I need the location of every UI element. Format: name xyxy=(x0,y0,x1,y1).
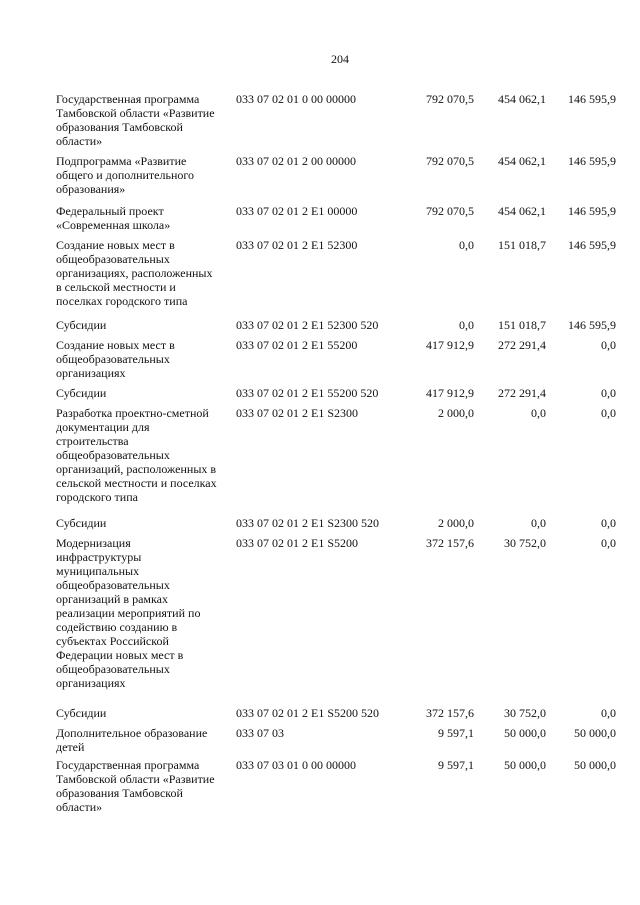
row-value-2: 272 291,4 xyxy=(498,386,546,400)
row-value-3: 50 000,0 xyxy=(574,758,616,772)
row-codes: 033 07 02 01 2 E1 S5200 520 xyxy=(236,706,380,720)
row-codes: 033 07 03 xyxy=(236,726,284,740)
row-codes: 033 07 02 01 2 E1 00000 xyxy=(236,204,358,218)
row-value-1: 9 597,1 xyxy=(438,758,474,772)
row-value-2: 151 018,7 xyxy=(498,318,546,332)
row-codes: 033 07 02 01 2 E1 52300 520 xyxy=(236,318,379,332)
row-value-1: 0,0 xyxy=(459,318,474,332)
row-name: Федеральный проект «Современная школа» xyxy=(56,204,171,232)
row-name: Субсидии xyxy=(56,706,107,720)
row-name: Подпрограмма «Развитие общего и дополнительного образования» xyxy=(56,154,194,196)
row-value-3: 0,0 xyxy=(601,516,616,530)
row-name: Разработка проектно-сметной документации для строительства общеобразовательных организаций, расположенных в сельской местности и поселках городского типа xyxy=(56,406,217,504)
row-codes: 033 07 02 01 2 E1 52300 xyxy=(236,238,358,252)
row-value-3: 146 595,9 xyxy=(568,154,616,168)
row-codes: 033 07 02 01 2 00 00000 xyxy=(236,154,356,168)
row-name: Государственная программа Тамбовской области «Развитие образования Тамбовской области» xyxy=(56,92,215,148)
row-value-1: 792 070,5 xyxy=(426,204,474,218)
row-value-1: 417 912,9 xyxy=(426,338,474,352)
row-value-3: 146 595,9 xyxy=(568,238,616,252)
row-value-3: 0,0 xyxy=(601,536,616,550)
row-value-2: 454 062,1 xyxy=(498,154,546,168)
row-value-1: 9 597,1 xyxy=(438,726,474,740)
row-value-1: 372 157,6 xyxy=(426,706,474,720)
row-value-2: 50 000,0 xyxy=(504,726,546,740)
row-value-1: 792 070,5 xyxy=(426,92,474,106)
row-value-3: 50 000,0 xyxy=(574,726,616,740)
row-value-1: 372 157,6 xyxy=(426,536,474,550)
row-value-1: 417 912,9 xyxy=(426,386,474,400)
row-name: Субсидии xyxy=(56,386,107,400)
row-value-1: 2 000,0 xyxy=(438,516,474,530)
row-name: Субсидии xyxy=(56,318,107,332)
row-codes: 033 07 02 01 2 E1 S2300 xyxy=(236,406,359,420)
page-number: 204 xyxy=(331,52,349,66)
row-name: Государственная программа Тамбовской области «Развитие образования Тамбовской области» xyxy=(56,758,215,814)
row-value-2: 454 062,1 xyxy=(498,204,546,218)
row-value-2: 30 752,0 xyxy=(504,706,546,720)
row-value-2: 0,0 xyxy=(531,516,546,530)
row-value-1: 792 070,5 xyxy=(426,154,474,168)
row-value-1: 2 000,0 xyxy=(438,406,474,420)
row-value-2: 30 752,0 xyxy=(504,536,546,550)
row-name: Дополнительное образование детей xyxy=(56,726,208,754)
row-value-2: 151 018,7 xyxy=(498,238,546,252)
row-value-2: 272 291,4 xyxy=(498,338,546,352)
row-name: Субсидии xyxy=(56,516,107,530)
row-name: Создание новых мест в общеобразовательных организациях, расположенных в сельской местности и поселках городского типа xyxy=(56,238,213,308)
row-value-3: 0,0 xyxy=(601,706,616,720)
row-value-2: 0,0 xyxy=(531,406,546,420)
row-value-3: 146 595,9 xyxy=(568,318,616,332)
row-value-3: 0,0 xyxy=(601,338,616,352)
row-value-3: 146 595,9 xyxy=(568,92,616,106)
row-codes: 033 07 02 01 2 E1 55200 520 xyxy=(236,386,379,400)
row-value-2: 454 062,1 xyxy=(498,92,546,106)
row-value-3: 146 595,9 xyxy=(568,204,616,218)
row-name: Создание новых мест в общеобразовательных организациях xyxy=(56,338,175,380)
row-name: Модернизация инфраструктуры муниципальных общеобразовательных организаций в рамках реализации мероприятий по содействию созданию в субъектах Российской Федерации новых мест в общеобразовательных организациях xyxy=(56,536,201,690)
row-codes: 033 07 02 01 2 E1 55200 xyxy=(236,338,358,352)
row-codes: 033 07 03 01 0 00 00000 xyxy=(236,758,356,772)
row-value-3: 0,0 xyxy=(601,386,616,400)
row-codes: 033 07 02 01 2 E1 S2300 520 xyxy=(236,516,380,530)
row-codes: 033 07 02 01 0 00 00000 xyxy=(236,92,356,106)
row-value-1: 0,0 xyxy=(459,238,474,252)
row-value-2: 50 000,0 xyxy=(504,758,546,772)
row-codes: 033 07 02 01 2 E1 S5200 xyxy=(236,536,359,550)
row-value-3: 0,0 xyxy=(601,406,616,420)
